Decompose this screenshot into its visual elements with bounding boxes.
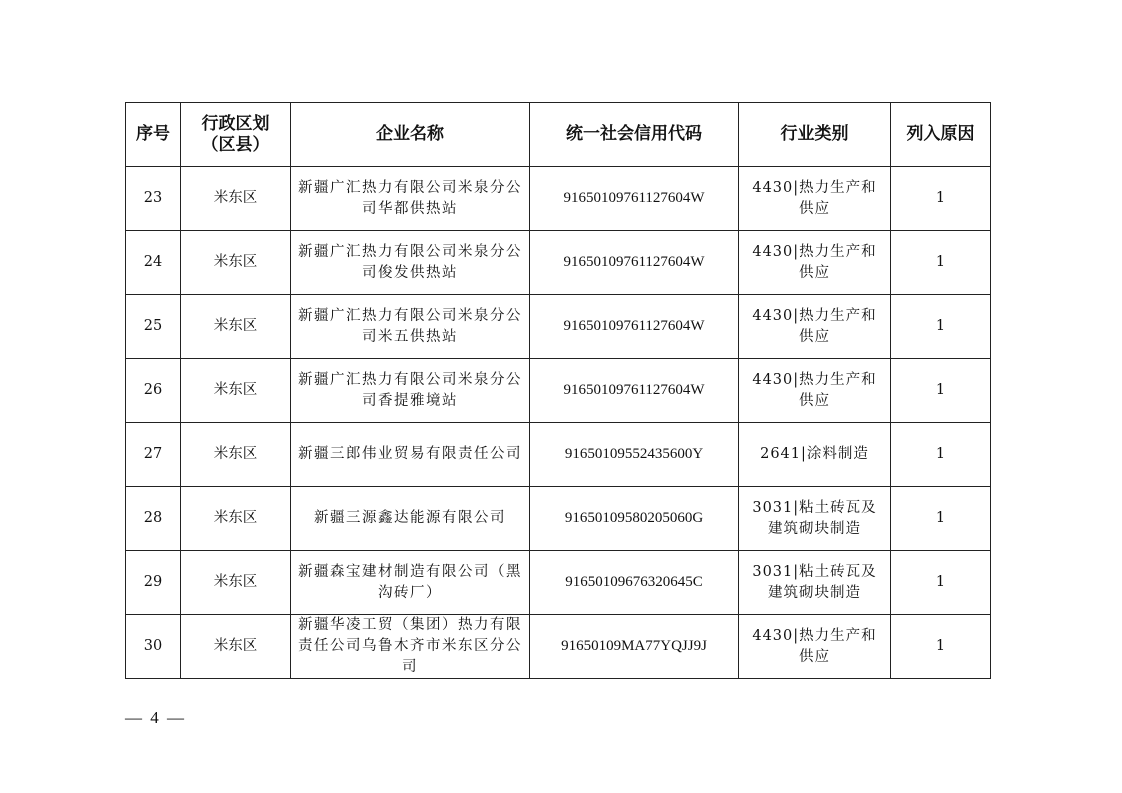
cell-reason: 1 [891,487,991,551]
cell-serial: 27 [126,423,181,487]
header-industry: 行业类别 [739,103,891,167]
header-reason: 列入原因 [891,103,991,167]
table-row [126,231,991,295]
cell-serial: 26 [126,359,181,423]
cell-industry: 4430|热力生产和供应 [739,295,891,359]
cell-company-name: 新疆广汇热力有限公司米泉分公司米五供热站 [291,295,530,359]
cell-company-name: 新疆森宝建材制造有限公司（黑沟砖厂） [291,551,530,615]
cell-reason: 1 [891,423,991,487]
table-row [126,551,991,615]
cell-reason: 1 [891,295,991,359]
cell-company-name: 新疆广汇热力有限公司米泉分公司华都供热站 [291,167,530,231]
cell-serial: 24 [126,231,181,295]
cell-reason: 1 [891,167,991,231]
cell-credit-code: 91650109MA77YQJJ9J [530,615,739,679]
cell-company-name: 新疆三源鑫达能源有限公司 [291,487,530,551]
header-credit-code: 统一社会信用代码 [530,103,739,167]
cell-credit-code: 91650109761127604W [530,295,739,359]
cell-serial: 28 [126,487,181,551]
cell-reason: 1 [891,359,991,423]
table-row [126,295,991,359]
table-header-row [126,103,991,167]
cell-company-name: 新疆华凌工贸（集团）热力有限责任公司乌鲁木齐市米东区分公司 [291,615,530,679]
cell-credit-code: 91650109761127604W [530,359,739,423]
cell-industry: 4430|热力生产和供应 [739,615,891,679]
cell-industry: 4430|热力生产和供应 [739,231,891,295]
table-row [126,359,991,423]
cell-serial: 25 [126,295,181,359]
cell-credit-code: 91650109580205060G [530,487,739,551]
cell-district: 米东区 [181,295,291,359]
cell-reason: 1 [891,615,991,679]
cell-industry: 3031|粘土砖瓦及建筑砌块制造 [739,551,891,615]
cell-district: 米东区 [181,359,291,423]
cell-serial: 23 [126,167,181,231]
cell-district: 米东区 [181,423,291,487]
cell-industry: 2641|涂料制造 [739,423,891,487]
cell-district: 米东区 [181,551,291,615]
cell-company-name: 新疆三郎伟业贸易有限责任公司 [291,423,530,487]
cell-district: 米东区 [181,487,291,551]
header-serial: 序号 [126,103,181,167]
header-district: 行政区划（区县） [181,103,291,167]
header-company-name: 企业名称 [291,103,530,167]
cell-district: 米东区 [181,615,291,679]
cell-industry: 4430|热力生产和供应 [739,167,891,231]
enterprise-table [125,102,991,679]
cell-serial: 29 [126,551,181,615]
cell-credit-code: 91650109552435600Y [530,423,739,487]
cell-credit-code: 91650109676320645C [530,551,739,615]
cell-industry: 3031|粘土砖瓦及建筑砌块制造 [739,487,891,551]
page-number: — 4 — [125,708,186,727]
cell-credit-code: 91650109761127604W [530,167,739,231]
cell-industry: 4430|热力生产和供应 [739,359,891,423]
cell-credit-code: 91650109761127604W [530,231,739,295]
table-row [126,487,991,551]
cell-company-name: 新疆广汇热力有限公司米泉分公司香提雅境站 [291,359,530,423]
table-row [126,615,991,679]
cell-company-name: 新疆广汇热力有限公司米泉分公司俊发供热站 [291,231,530,295]
cell-district: 米东区 [181,231,291,295]
cell-reason: 1 [891,231,991,295]
cell-serial: 30 [126,615,181,679]
table-row [126,423,991,487]
cell-reason: 1 [891,551,991,615]
cell-district: 米东区 [181,167,291,231]
table-row [126,167,991,231]
